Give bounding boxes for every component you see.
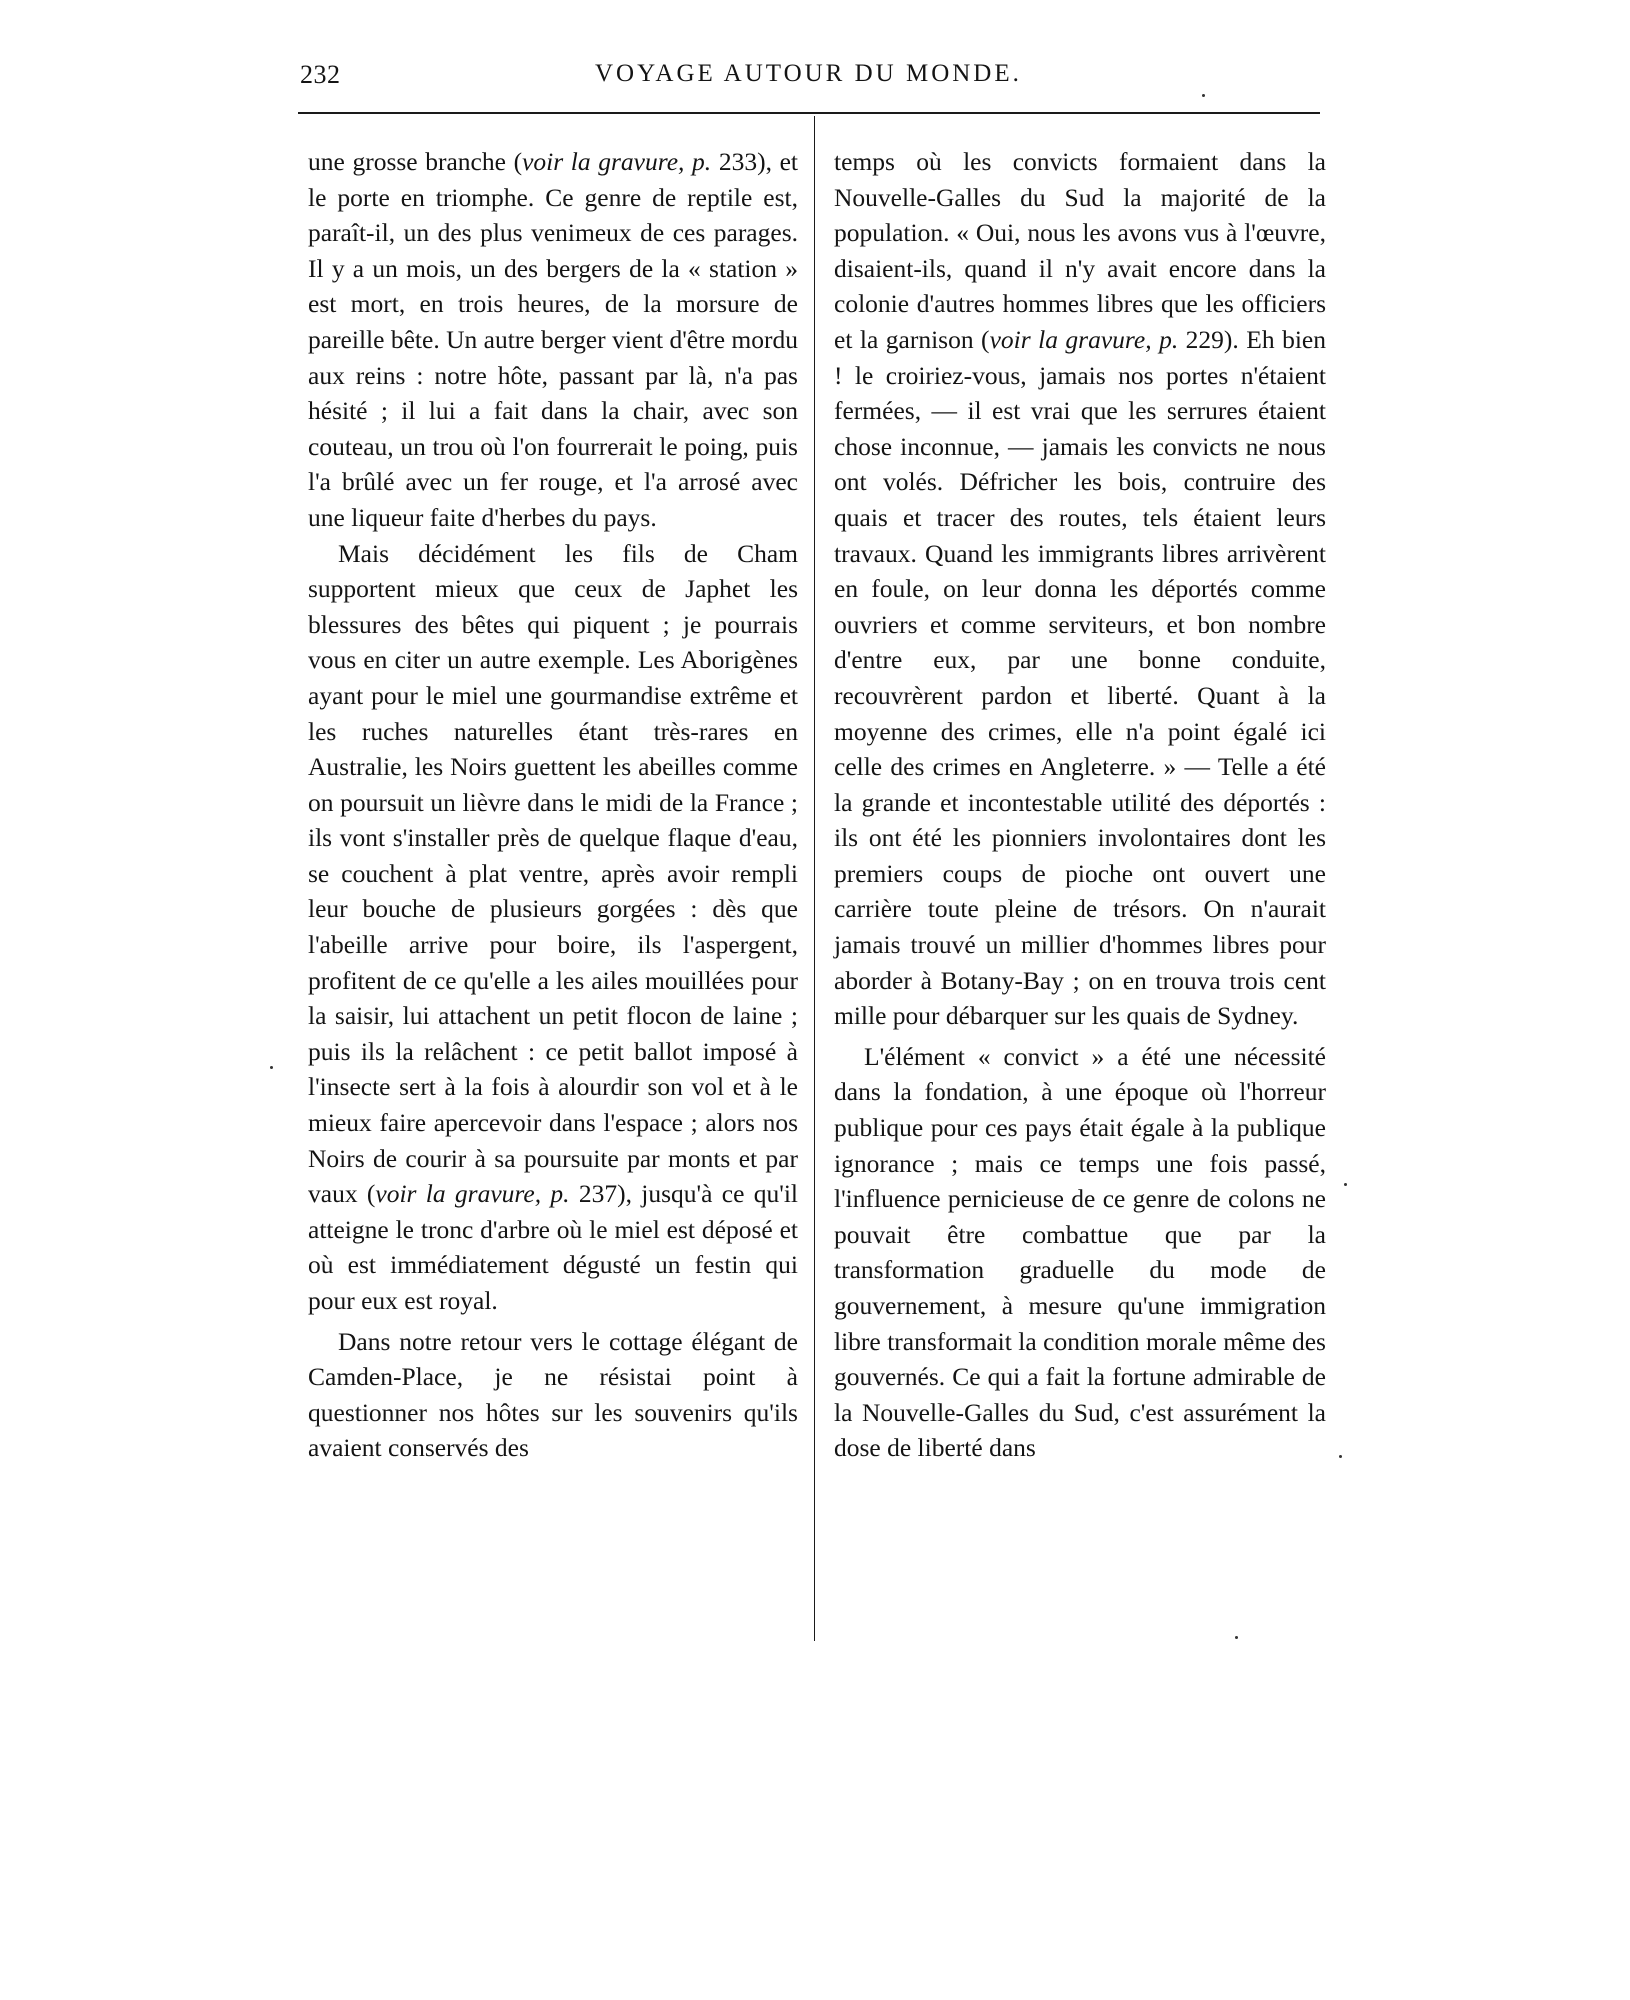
page-number: 232 bbox=[300, 60, 341, 89]
running-title: VOYAGE AUTOUR DU MONDE. bbox=[595, 60, 1022, 87]
left-p1-text-a: une grosse branche ( bbox=[308, 147, 523, 176]
left-p1-figure-ref: voir la gravure, p. bbox=[522, 147, 712, 176]
scan-speck bbox=[1339, 1455, 1342, 1458]
right-paragraph-2 bbox=[834, 1039, 1326, 1466]
right-paragraph-1 bbox=[834, 144, 1326, 1034]
header-rule bbox=[298, 112, 1320, 114]
left-p2-text-c: 237), jusqu'à ce qu'il atteigne le tronc d'arbre où le miel est déposé et où est immédiatement dégusté un festin qui pour eux est royal. bbox=[308, 1179, 799, 1315]
left-paragraph-2 bbox=[308, 536, 798, 1319]
scan-speck bbox=[270, 1066, 273, 1069]
left-p2-text-a: Mais décidément les fils de Cham supportent mieux que ceux de Japhet les blessures des bêtes qui piquent ; je pourrais vous en citer un autre exemple. Les Aborigènes ayant pour le miel une gourmandise extrême et les ruches naturelles étant très-rares en Australie, les Noirs guettent les abeilles comme on poursuit un lièvre dans le midi de la France ; ils vont s'installer près de quelque flaque d'eau, se couchent à plat ventre, après avoir rempli leur bouche de plusieurs gorgées : dès que l'abeille arrive pour boire, ils l'aspergent, profitent de ce qu'elle a les ailes mouillées pour la saisir, lui attachent un petit flocon de laine ; puis ils la relâchent : ce petit ballot imposé à l'insecte sert à la fois à alourdir son vol et à le mieux faire apercevoir dans l'espace ; alors nos Noirs de courir à sa poursuite par monts et par vaux ( bbox=[308, 538, 798, 1209]
left-p3-text-a: Dans notre retour vers le cottage élégant de Camden-Place, je ne résistai point à questionner nos hôtes sur les souvenirs qu'ils avaient conservés des bbox=[308, 1326, 798, 1463]
scan-speck bbox=[1344, 1183, 1347, 1186]
left-column bbox=[308, 144, 798, 1466]
left-paragraph-1 bbox=[308, 144, 798, 536]
column-divider bbox=[814, 116, 815, 1641]
right-p1-text-a: temps où les convicts formaient dans la Nouvelle-Galles du Sud la majorité de la population. « Oui, nous les avons vus à l'œuvre, disaient-ils, quand il n'y avait encore dans la colonie d'autres hommes libres que les officiers et la garnison ( bbox=[834, 147, 1326, 354]
left-p2-figure-ref: voir la gravure, p. bbox=[375, 1179, 570, 1209]
right-p2-text-a: L'élément « convict » a été une nécessité dans la fondation, à une époque où l'horreur publique pour ces pays était égale à la publique ignorance ; mais ce temps une fois passé, l'influence pernicieuse de ce genre de colons ne pouvait être combattue que par la transformation graduelle du mode de gouvernement, à mesure qu'une immigration libre transformait la condition morale même des gouvernés. Ce qui a fait la fortune admirable de la Nouvelle-Galles du Sud, c'est assurément la dose de liberté dans bbox=[834, 1041, 1326, 1463]
left-p1-text-c: 233), et le porte en triomphe. Ce genre de reptile est, paraît-il, un des plus venimeux de ces parages. Il y a un mois, un des bergers de la « station » est mort, en trois heures, de la morsure de pareille bête. Un autre berger vient d'être mordu aux reins : notre hôte, passant par là, n'a pas hésité ; il lui a fait dans la chair, avec son couteau, un trou où l'on fourrerait le poing, puis l'a brûlé avec un fer rouge, et l'a arrosé avec une liqueur faite d'herbes du pays. bbox=[308, 147, 798, 532]
right-column bbox=[834, 144, 1326, 1466]
scan-speck bbox=[1235, 1636, 1238, 1639]
right-p1-text-c: 229). Eh bien ! le croiriez-vous, jamais nos portes n'étaient fermées, — il est vrai que les serrures étaient chose inconnue, — jamais les convicts ne nous ont volés. Défricher les bois, contruire des quais et tracer des routes, tels étaient leurs travaux. Quand les immigrants libres arrivèrent en foule, on leur donna les déportés comme ouvriers et comme serviteurs, et bon nombre d'entre eux, par une bonne conduite, recouvrèrent pardon et liberté. Quant à la moyenne des crimes, elle n'a point égalé ici celle des crimes en Angleterre. » — Telle a été la grande et incontestable utilité des déportés : ils ont été les pionniers involontaires dont les premiers coups de pioche ont ouvert une carrière toute pleine de trésors. On n'aurait jamais trouvé un millier d'hommes libres pour aborder à Botany-Bay ; on en trouva trois cent mille pour débarquer sur les quais de Sydney. bbox=[834, 324, 1326, 1031]
scan-speck bbox=[1202, 94, 1205, 97]
right-p1-figure-ref: voir la gravure, p. bbox=[989, 324, 1179, 354]
left-paragraph-3 bbox=[308, 1324, 798, 1466]
